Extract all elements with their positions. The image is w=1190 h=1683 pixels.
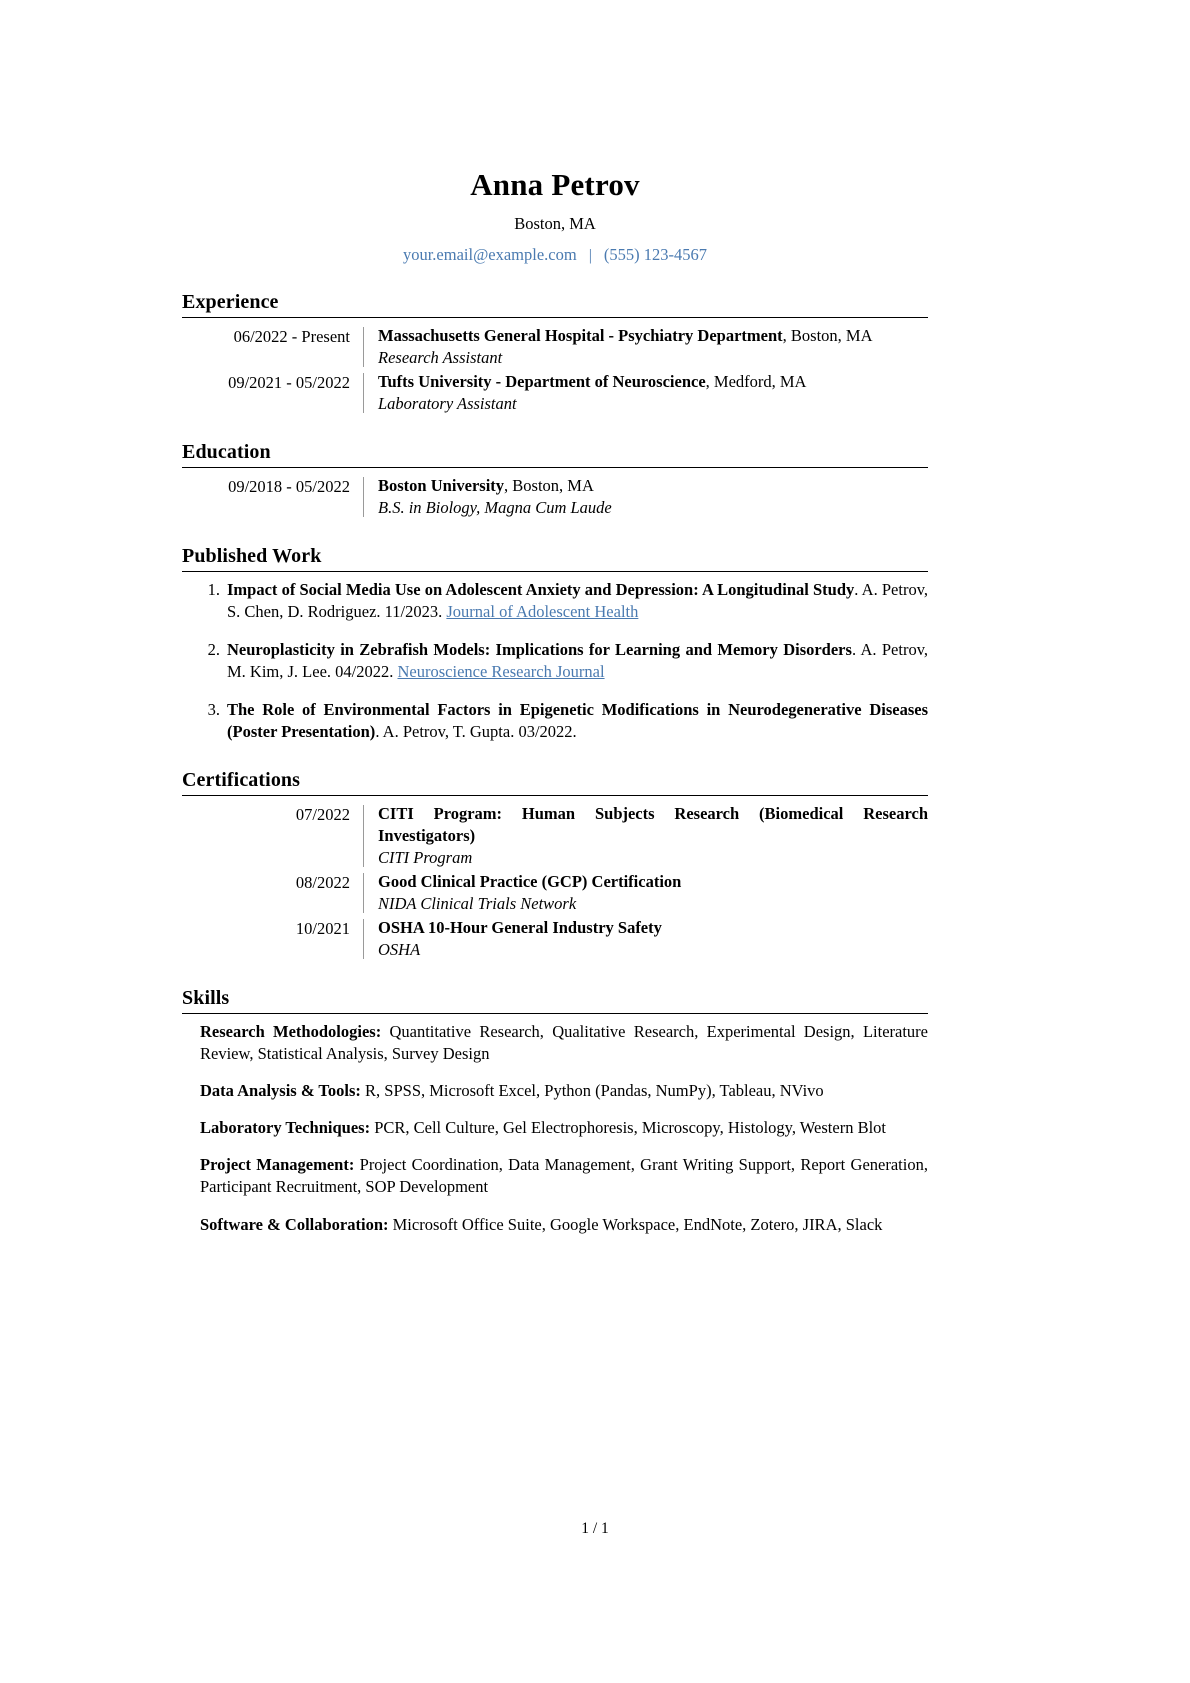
publication-meta: . A. Petrov, T. Gupta. 03/2022. (375, 722, 577, 742)
section-education (182, 441, 928, 519)
section-title-skills: Skills (182, 986, 230, 1009)
skill-row (182, 1021, 928, 1065)
section-rule-certifications (182, 795, 928, 796)
skill-label: Software & Collaboration: (200, 1214, 389, 1234)
skill-value: Quantitative Research, Qualitative Research, Experimental Design, Literature Review, Statistical Analysis, Survey Design (200, 1021, 928, 1064)
entry-organization: Massachusetts General Hospital - Psychiatry Department (378, 326, 783, 346)
section-title-experience: Experience (182, 291, 279, 314)
skill-label: Laboratory Techniques: (200, 1118, 371, 1138)
entry-date: 07/2022 (295, 805, 350, 825)
section-rule-skills (182, 1013, 928, 1014)
skill-value: Project Coordination, Data Management, Grant Writing Support, Report Generation, Participant Recruitment, SOP Development (200, 1155, 928, 1197)
entry-detail (364, 917, 928, 961)
section-experience (182, 291, 928, 415)
certification-issuer: NIDA Clinical Trials Network (378, 894, 577, 914)
certification-entry (182, 871, 928, 915)
section-rule-education (182, 467, 928, 468)
section-published-work (182, 545, 928, 744)
publication-title: The Role of Environmental Factors in Epigenetic Modifications in Neurodegenerative Diseases (Poster Presentation) (227, 700, 928, 742)
publication-meta: . A. Petrov, M. Kim, J. Lee. 04/2022. (227, 639, 929, 682)
skill-row (182, 1154, 928, 1198)
page-indicator: 1 / 1 (581, 1520, 609, 1537)
entry-date: 08/2022 (295, 873, 350, 893)
entry-organization: Boston University (378, 475, 505, 495)
entry-detail (364, 325, 928, 369)
section-title-education: Education (182, 440, 271, 463)
publication-meta: . A. Petrov, S. Chen, D. Rodriguez. 11/2023. (227, 579, 929, 621)
entry-location: , Boston, MA (504, 475, 594, 495)
resume-header (182, 168, 928, 265)
section-rule-experience (182, 317, 928, 318)
skill-row (182, 1117, 928, 1139)
section-skills (182, 987, 928, 1236)
entry-location: , Medford, MA (705, 371, 807, 391)
entry-detail (364, 475, 928, 519)
certification-name: OSHA 10-Hour General Industry Safety (378, 918, 662, 938)
section-rule-published-work (182, 571, 928, 572)
certification-name: CITI Program: Human Subjects Research (Biomedical Research Investigators) (378, 804, 928, 846)
publication-list (182, 579, 928, 744)
experience-entry (182, 325, 928, 369)
phone-link[interactable]: (555) 123-4567 (603, 244, 708, 264)
skill-row (182, 1214, 928, 1236)
entry-role: Laboratory Assistant (378, 393, 517, 413)
experience-entry (182, 371, 928, 415)
entry-location: , Boston, MA (782, 326, 873, 346)
entry-detail (364, 871, 928, 915)
contact-separator: | (588, 246, 592, 264)
entry-date: 09/2018 - 05/2022 (228, 476, 350, 496)
entry-date: 06/2022 - Present (233, 327, 350, 347)
skill-label: Research Methodologies: (200, 1021, 382, 1041)
entry-date: 09/2021 - 05/2022 (228, 372, 350, 392)
certification-issuer: CITI Program (378, 848, 473, 868)
section-certifications (182, 769, 928, 961)
skill-label: Project Management: (200, 1155, 355, 1175)
resume-content (182, 168, 928, 1236)
entry-date: 10/2021 (295, 919, 350, 939)
certification-entry (182, 803, 928, 869)
section-title-published-work: Published Work (182, 544, 322, 567)
header-location: Boston, MA (514, 214, 596, 234)
certification-entry (182, 917, 928, 961)
certification-name: Good Clinical Practice (GCP) Certification (378, 872, 682, 892)
skill-row (182, 1080, 928, 1102)
skill-value: R, SPSS, Microsoft Excel, Python (Pandas, NumPy), Tableau, NVivo (360, 1081, 824, 1101)
list-item (200, 699, 928, 743)
skill-value: Microsoft Office Suite, Google Workspace, EndNote, Zotero, JIRA, Slack (388, 1214, 883, 1234)
education-entry (182, 475, 928, 519)
entry-organization: Tufts University - Department of Neuroscience (378, 371, 706, 391)
entry-degree: B.S. in Biology, Magna Cum Laude (378, 497, 612, 517)
list-item (200, 639, 928, 683)
list-item (200, 579, 928, 623)
publication-journal-link[interactable]: Journal of Adolescent Health (446, 601, 639, 621)
publication-title: Impact of Social Media Use on Adolescent Anxiety and Depression: A Longitudinal Study (227, 579, 855, 599)
publication-journal-link[interactable]: Neuroscience Research Journal (397, 662, 605, 682)
skill-value: PCR, Cell Culture, Gel Electrophoresis, Microscopy, Histology, Western Blot (370, 1118, 887, 1138)
entry-detail (364, 803, 928, 869)
section-title-certifications: Certifications (182, 769, 301, 792)
page-title: Anna Petrov (470, 167, 640, 202)
contact-line (182, 245, 928, 265)
email-link[interactable]: your.email@example.com (402, 244, 577, 264)
certification-issuer: OSHA (378, 939, 421, 959)
skill-label: Data Analysis & Tools: (200, 1081, 361, 1101)
entry-role: Research Assistant (378, 348, 503, 368)
entry-detail (364, 371, 928, 415)
publication-title: Neuroplasticity in Zebrafish Models: Implications for Learning and Memory Disorders (227, 639, 852, 659)
